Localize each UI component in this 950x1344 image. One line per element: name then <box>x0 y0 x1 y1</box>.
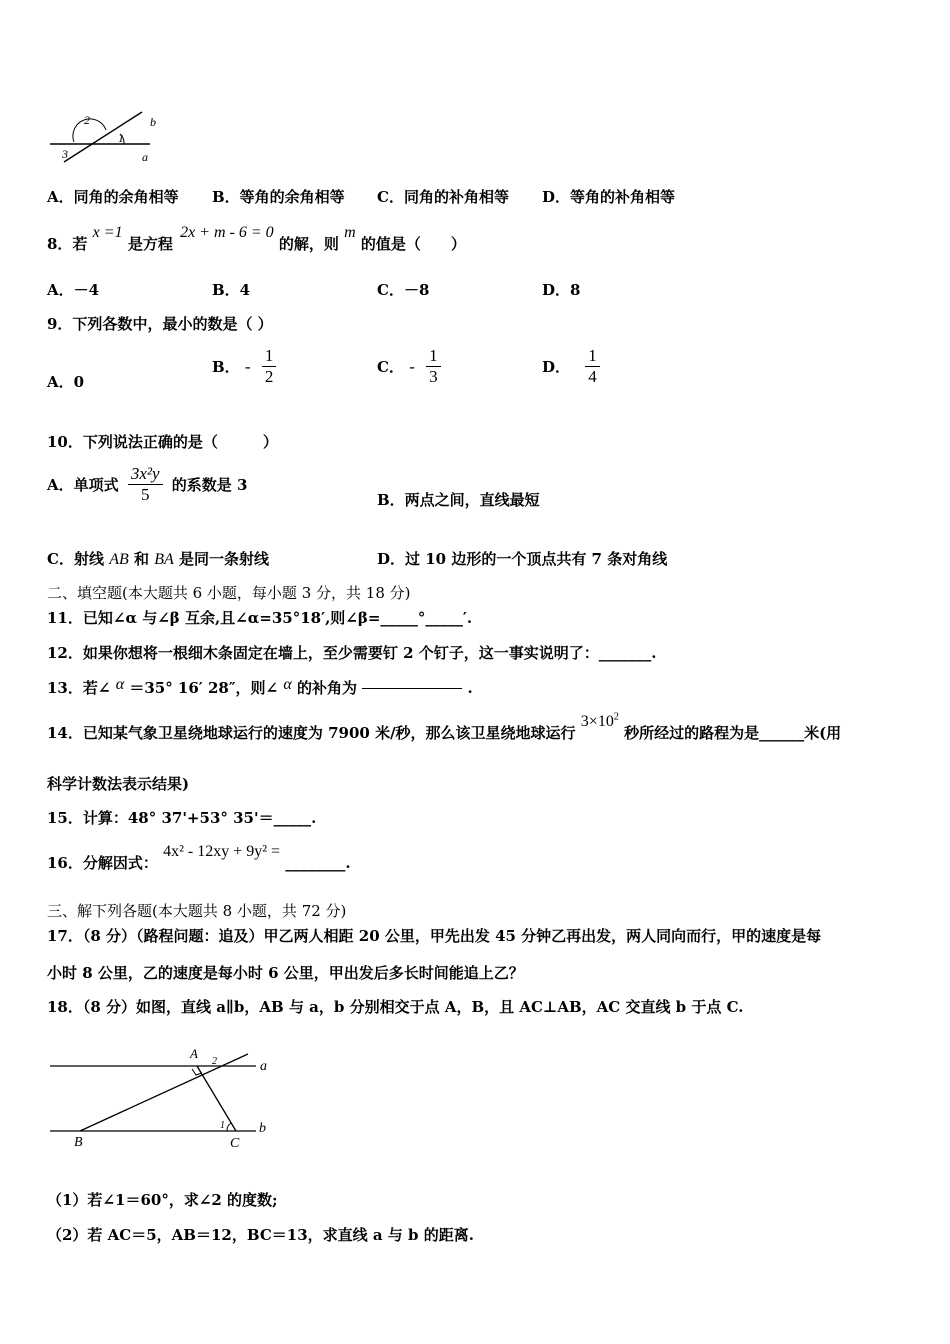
q13-answer-blank <box>362 687 462 689</box>
q8-option-d: D．8 <box>542 281 581 299</box>
q12: 12．如果你想将一根细木条固定在墙上，至少需要钉 2 个钉子，这一事实说明了：_______. <box>47 644 657 662</box>
q14-line2: 科学计数法表示结果) <box>47 775 190 793</box>
section-3-heading: 三、解下列各题(本大题共 8 小题，共 72 分) <box>47 902 347 920</box>
q11: 11．已知∠α 与∠β 互余,且∠α=35°18′,则∠β=_____°_____′. <box>47 609 473 627</box>
line-a-label: a <box>260 1059 267 1074</box>
q13-mid: ＝35° 16′ 28″，则∠ <box>129 679 279 697</box>
point-b-label: B <box>74 1135 83 1150</box>
q10-c-prefix: C．射线 <box>47 550 104 568</box>
q18-stem: 18．（8 分）如图，直线 a∥b，AB 与 a，b 分别相交于点 A，B，且 AC⊥AB，AC 交直线 b 于点 C. <box>47 998 744 1016</box>
q13 <box>47 673 473 697</box>
q14-expr <box>581 713 619 730</box>
q8-eq2: 2x + m - 6 = 0 <box>180 224 274 241</box>
q10-c-ray-ba: BA <box>154 551 174 568</box>
angle-figure <box>44 106 164 168</box>
q8-eq1: x =1 <box>92 224 123 241</box>
q9-option-c-fraction <box>426 346 441 387</box>
q9-b-numerator: 1 <box>262 346 277 367</box>
q9-option-c-label: C． <box>377 358 404 376</box>
q18-part2: （2）若 AC＝5，AB＝12，BC＝13，求直线 a 与 b 的距离. <box>47 1226 474 1244</box>
q7-option-d: D．等角的补角相等 <box>542 188 676 206</box>
q9-option-d-label: D． <box>542 358 571 376</box>
q8-suffix1: 的解，则 <box>278 235 339 253</box>
line-b-label: b <box>150 115 156 129</box>
q14-expr-base: 3×10 <box>580 713 614 730</box>
q8-var: m <box>344 224 356 241</box>
q14-expr-exp: 2 <box>613 711 619 723</box>
point-c-label: C <box>230 1136 240 1151</box>
q14-line1 <box>47 710 842 742</box>
q13-alpha-2: α <box>283 676 292 693</box>
q13-alpha: α <box>115 676 125 693</box>
q10-option-a <box>47 464 247 505</box>
q9-option-d-fraction <box>585 346 600 387</box>
q9-option-c <box>377 346 441 387</box>
q14-prefix: 14．已知某气象卫星绕地球运行的速度为 7900 米/秒，那么该卫星绕地球运行 <box>47 724 576 742</box>
q8-option-b: B．4 <box>212 281 251 299</box>
angle-1-label: 1 <box>220 1120 225 1131</box>
q15: 15．计算：48° 37'+53° 35'＝_____. <box>47 809 317 827</box>
q9-option-b-fraction <box>262 346 277 387</box>
q9-option-b <box>212 346 276 387</box>
q8-option-c: C．－8 <box>377 281 430 299</box>
q10-a-suffix: 的系数是 3 <box>171 476 248 494</box>
q9-option-a: A．0 <box>47 373 85 391</box>
point-a-label: A <box>190 1046 198 1061</box>
q16-suffix: ________. <box>285 854 351 872</box>
q10-a-numerator: 3x²y <box>128 464 163 485</box>
q16-prefix: 16．分解因式： <box>47 854 158 872</box>
q9-c-denominator: 3 <box>429 367 438 386</box>
q8-question <box>47 221 466 251</box>
q10-c-suffix: 是同一条射线 <box>179 550 270 568</box>
q10-option-b: B．两点之间，直线最短 <box>377 491 540 509</box>
angle-1-label: 1 <box>118 131 124 145</box>
q10-option-c <box>47 548 269 569</box>
q13-prefix: 13．若∠ <box>47 679 111 697</box>
q10-option-d: D．过 10 边形的一个顶点共有 7 条对角线 <box>377 550 668 568</box>
q10-a-prefix: A．单项式 <box>47 476 119 494</box>
q9-option-b-label: B． <box>212 358 240 376</box>
q14-suffix: 秒所经过的路程为是______米(用 <box>624 724 842 742</box>
q8-mid: 是方程 <box>127 235 173 253</box>
q16 <box>47 840 351 872</box>
q10-c-and: 和 <box>133 550 149 568</box>
q9-b-denominator: 2 <box>264 367 274 386</box>
angle-2-label: 2 <box>212 1056 217 1067</box>
q8-prefix: 8．若 <box>47 235 88 253</box>
q18-part1: （1）若∠1＝60°，求∠2 的度数; <box>47 1191 278 1209</box>
q17-line2: 小时 8 公里，乙的速度是每小时 6 公里，甲出发后多长时间能追上乙？ <box>47 964 524 982</box>
q10-stem: 10．下列说法正确的是（ ） <box>47 433 278 451</box>
q9-stem: 9．下列各数中，最小的数是（ ） <box>47 315 273 333</box>
q13-suffix: 的补角为 <box>297 679 358 697</box>
angle-2-label: 2 <box>84 113 90 127</box>
q10-a-fraction <box>128 464 163 505</box>
q10-c-ray-ab: AB <box>109 551 129 568</box>
q16-expr: 4x² - 12xy + 9y² = <box>163 843 281 860</box>
q9-c-numerator: 1 <box>426 346 441 367</box>
q9-option-b-sign: - <box>244 356 251 376</box>
parallel-lines-figure <box>44 1040 284 1155</box>
q7-option-c: C．同角的补角相等 <box>377 188 509 206</box>
q9-option-d <box>542 346 600 387</box>
q8-option-a: A．－4 <box>47 281 100 299</box>
q7-option-b: B．等角的余角相等 <box>212 188 345 206</box>
angle-3-label: 3 <box>62 147 68 161</box>
q8-suffix2: 的值是（ ） <box>360 235 466 253</box>
q10-a-denominator: 5 <box>140 485 150 504</box>
q9-d-numerator: 1 <box>585 346 600 367</box>
q7-option-a: A．同角的余角相等 <box>47 188 179 206</box>
q9-d-denominator: 4 <box>588 367 597 386</box>
q17-line1: 17．（8 分）（路程问题：追及）甲乙两人相距 20 公里，甲先出发 45 分钟乙再出发，两人同向而行，甲的速度是每 <box>47 927 822 945</box>
section-2-heading: 二、填空题(本大题共 6 小题，每小题 3 分，共 18 分) <box>47 584 411 602</box>
q13-end: . <box>467 679 473 697</box>
q9-option-c-sign: - <box>409 356 415 376</box>
line-a-label: a <box>142 150 148 164</box>
line-b-label: b <box>259 1121 266 1136</box>
